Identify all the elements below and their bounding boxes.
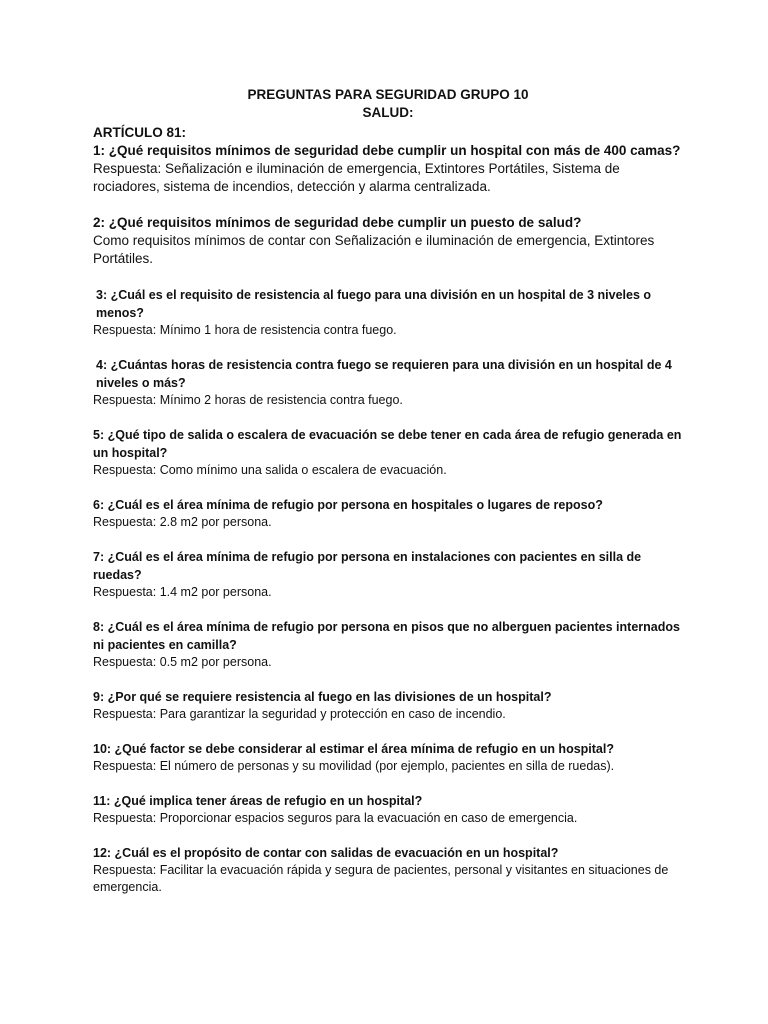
answer-text: Respuesta: El número de personas y su movilidad (por ejemplo, pacientes en silla de ruedas). — [93, 759, 615, 773]
answer-text: Respuesta: Mínimo 1 hora de resistencia contra fuego. — [93, 323, 397, 337]
answer-text: Como requisitos mínimos de contar con Señalización e iluminación de emergencia, Extintores Portátiles. — [93, 233, 655, 266]
qa-item-1 — [93, 142, 683, 196]
question-text: 3: ¿Cuál es el requisito de resistencia al fuego para una división en un hospital de 3 niveles o menos? — [96, 288, 652, 320]
answer-text: Respuesta: Señalización e iluminación de emergencia, Extintores Portátiles, Sistema de rociadores, sistema de incendios, detección y alarma centralizada. — [93, 161, 620, 194]
answer-text: Respuesta: 2.8 m2 por persona. — [93, 515, 272, 529]
question-text: 7: ¿Cuál es el área mínima de refugio por persona en instalaciones con pacientes en silla de ruedas? — [93, 550, 642, 582]
question-text: 12: ¿Cuál es el propósito de contar con salidas de evacuación en un hospital? — [93, 846, 559, 860]
question-text: 10: ¿Qué factor se debe considerar al estimar el área mínima de refugio en un hospital? — [93, 742, 614, 756]
qa-item-12 — [93, 844, 683, 896]
article-heading: ARTÍCULO 81: — [93, 125, 187, 140]
question-text: 4: ¿Cuántas horas de resistencia contra fuego se requieren para una división en un hospital de 4 niveles o más? — [96, 358, 672, 390]
qa-item-5 — [93, 426, 683, 479]
qa-item-10 — [93, 740, 683, 775]
answer-text: Respuesta: 0.5 m2 por persona. — [93, 655, 272, 669]
qa-item-3 — [93, 286, 683, 339]
question-text: 9: ¿Por qué se requiere resistencia al fuego en las divisiones de un hospital? — [93, 690, 552, 704]
question-text: 6: ¿Cuál es el área mínima de refugio por persona en hospitales o lugares de reposo? — [93, 498, 603, 512]
question-text: 5: ¿Qué tipo de salida o escalera de evacuación se debe tener en cada área de refugio generada en un hospital? — [93, 428, 682, 460]
answer-text: Respuesta: Mínimo 2 horas de resistencia contra fuego. — [93, 393, 403, 407]
question-text: 8: ¿Cuál es el área mínima de refugio por persona en pisos que no alberguen pacientes internados ni pacientes en camilla? — [93, 620, 680, 652]
document-page — [93, 86, 683, 896]
qa-item-11 — [93, 792, 683, 827]
answer-text: Respuesta: 1.4 m2 por persona. — [93, 585, 272, 599]
answer-text: Respuesta: Como mínimo una salida o escalera de evacuación. — [93, 463, 447, 477]
qa-item-6 — [93, 496, 683, 531]
answer-text: Respuesta: Para garantizar la seguridad y protección en caso de incendio. — [93, 707, 506, 721]
qa-item-4 — [93, 356, 683, 409]
answer-text: Respuesta: Proporcionar espacios seguros para la evacuación en caso de emergencia. — [93, 811, 578, 825]
question-text: 1: ¿Qué requisitos mínimos de seguridad debe cumplir un hospital con más de 400 camas? — [93, 143, 681, 158]
question-text: 11: ¿Qué implica tener áreas de refugio en un hospital? — [93, 794, 423, 808]
qa-item-9 — [93, 688, 683, 723]
question-text: 2: ¿Qué requisitos mínimos de seguridad debe cumplir un puesto de salud? — [93, 215, 582, 230]
answer-text: Respuesta: Facilitar la evacuación rápida y segura de pacientes, personal y visitantes en situaciones de emergencia. — [93, 863, 669, 894]
qa-item-7 — [93, 548, 683, 601]
document-title-line2: SALUD: — [362, 105, 414, 120]
qa-item-2 — [93, 214, 683, 268]
document-title-line1: PREGUNTAS PARA SEGURIDAD GRUPO 10 — [247, 87, 529, 102]
qa-item-8 — [93, 618, 683, 671]
